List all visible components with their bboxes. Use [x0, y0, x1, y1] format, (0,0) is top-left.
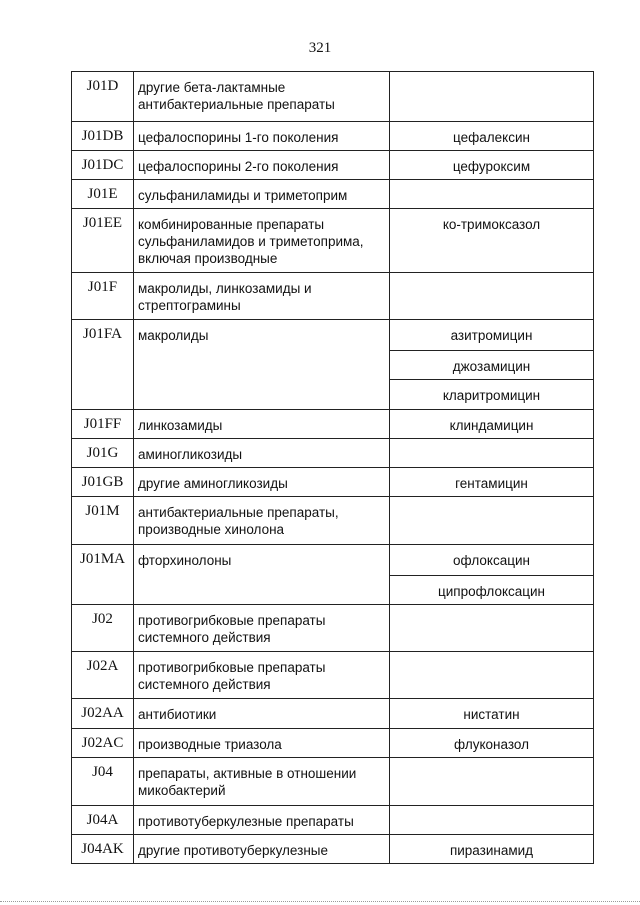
group-description-cell: препараты, активные в отношении микобактерий — [134, 758, 390, 806]
drug-name-cell: цефуроксим — [390, 151, 594, 180]
drug-name-cell: клиндамицин — [390, 410, 594, 439]
group-description-cell: цефалоспорины 1-го поколения — [134, 122, 390, 151]
table-row — [72, 468, 594, 497]
table-row — [72, 605, 594, 652]
atc-code-cell: J01EE — [72, 209, 134, 273]
drug-name-cell: флуконазол — [390, 729, 594, 758]
drug-name-cell — [390, 605, 594, 652]
group-description-cell: макролиды — [134, 320, 390, 410]
group-description-cell: цефалоспорины 2-го поколения — [134, 151, 390, 180]
table-row — [72, 699, 594, 729]
atc-code-cell: J01F — [72, 273, 134, 320]
scan-edge-line — [0, 901, 640, 903]
atc-code-cell: J02AC — [72, 729, 134, 758]
atc-code-cell: J01E — [72, 180, 134, 209]
drug-name-cell: кларитромицин — [390, 380, 594, 410]
atc-code-cell: J02AA — [72, 699, 134, 729]
group-description-cell: линкозамиды — [134, 410, 390, 439]
table-row — [72, 652, 594, 699]
atc-code-cell: J01D — [72, 72, 134, 122]
table-row — [72, 122, 594, 151]
drug-name-cell: гентамицин — [390, 468, 594, 497]
group-description-cell: противогрибковые препараты системного действия — [134, 652, 390, 699]
group-description-cell: другие аминогликозиды — [134, 468, 390, 497]
page-number: 321 — [308, 40, 332, 56]
drug-name-cell — [390, 758, 594, 806]
table-row — [72, 806, 594, 835]
drug-name-cell: нистатин — [390, 699, 594, 729]
drug-name-cell — [390, 72, 594, 122]
atc-code-cell: J01G — [72, 439, 134, 468]
group-description-cell: сульфаниламиды и триметоприм — [134, 180, 390, 209]
table-row — [72, 273, 594, 320]
group-description-cell: антибиотики — [134, 699, 390, 729]
drug-name-cell — [390, 180, 594, 209]
drug-name-cell — [390, 439, 594, 468]
group-description-cell: производные триазола — [134, 729, 390, 758]
drug-name-cell — [390, 806, 594, 835]
drug-name-cell: пиразинамид — [390, 835, 594, 864]
table-row — [72, 497, 594, 545]
group-description-cell: аминогликозиды — [134, 439, 390, 468]
atc-code-cell: J04A — [72, 806, 134, 835]
drug-name-cell: ко-тримоксазол — [390, 209, 594, 273]
group-description-cell: комбинированные препараты сульфаниламидов и триметоприма, включая производные — [134, 209, 390, 273]
atc-code-cell: J01DB — [72, 122, 134, 151]
table-row — [72, 320, 594, 351]
group-description-cell: фторхинолоны — [134, 545, 390, 605]
atc-code-cell: J01FA — [72, 320, 134, 410]
table-row — [72, 758, 594, 806]
group-description-cell: антибактериальные препараты, производные хинолона — [134, 497, 390, 545]
atc-code-cell: J01FF — [72, 410, 134, 439]
table-row — [72, 835, 594, 864]
group-description-cell: другие противотуберкулезные — [134, 835, 390, 864]
group-description-cell: противотуберкулезные препараты — [134, 806, 390, 835]
atc-code-cell: J01DC — [72, 151, 134, 180]
drug-name-cell: цефалексин — [390, 122, 594, 151]
table-row — [72, 209, 594, 273]
drug-name-cell: офлоксацин — [390, 545, 594, 576]
drug-name-cell — [390, 652, 594, 699]
drug-name-cell — [390, 273, 594, 320]
table-row — [72, 410, 594, 439]
drug-name-cell: азитромицин — [390, 320, 594, 351]
group-description-cell: противогрибковые препараты системного действия — [134, 605, 390, 652]
table-row — [72, 151, 594, 180]
atc-code-cell: J04AK — [72, 835, 134, 864]
atc-code-cell: J02 — [72, 605, 134, 652]
table-row — [72, 72, 594, 122]
table-row — [72, 545, 594, 576]
table-row — [72, 180, 594, 209]
drug-name-cell: джозамицин — [390, 351, 594, 380]
table-row — [72, 729, 594, 758]
atc-code-cell: J02A — [72, 652, 134, 699]
atc-code-cell: J04 — [72, 758, 134, 806]
atc-code-cell: J01GB — [72, 468, 134, 497]
atc-code-cell: J01M — [72, 497, 134, 545]
atc-code-cell: J01MA — [72, 545, 134, 605]
group-description-cell: другие бета-лактамные антибактериальные препараты — [134, 72, 390, 122]
atc-drug-table — [71, 71, 594, 864]
group-description-cell: макролиды, линкозамиды и стрептограмины — [134, 273, 390, 320]
table-body — [72, 72, 594, 864]
drug-name-cell — [390, 497, 594, 545]
drug-name-cell: ципрофлоксацин — [390, 576, 594, 605]
table-row — [72, 439, 594, 468]
